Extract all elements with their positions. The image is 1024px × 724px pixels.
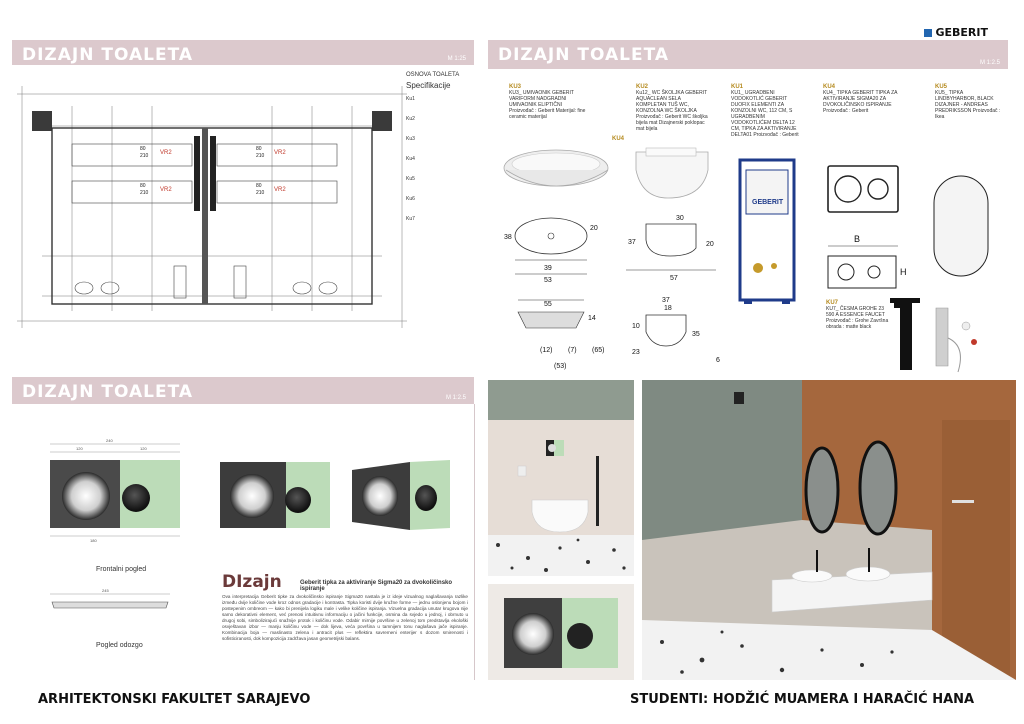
product-ku5 (935, 84, 1005, 120)
product-text: KU3_ UMIVAONIK GEBERIT VARIFORM NADGRADNI UMIVAONIK ELIPTIČNI Proizvođač : Geberit Materijal: fine ceramic materijal (509, 90, 586, 120)
dim-label: 38 (504, 234, 512, 241)
product-text: KU7_ ČESMA GROHE 23 590 A ESSENCE FAUCET Proizvođač : Grohe Završna obrada : matte black (826, 306, 889, 330)
dim-label: 210 (140, 190, 149, 196)
dim-label: (7) (568, 347, 577, 354)
product-code: KU5 (935, 84, 948, 90)
dim-label: 6 (716, 357, 720, 364)
dim-label: 53 (544, 277, 552, 284)
door-label: VR2 (274, 150, 286, 156)
plan-title: OSNOVA TOALETA (406, 72, 460, 78)
dim-label: 240 (106, 438, 113, 443)
dim-label: 180 (90, 538, 97, 543)
product-code: KU4 (823, 84, 836, 90)
ku4-label: KU4 (612, 136, 625, 142)
footer-school: ARHITEKTONSKI FAKULTET SARAJEVO (38, 692, 311, 707)
logo-square-icon (924, 29, 932, 37)
floor-plan-svg (12, 66, 474, 334)
product-text: KU4_ TIPKA GEBERIT TIPKA ZA AKTIVIRANJE SIGMA20 ZA DVOKOLIČINSKO ISPIRANJE Proizvođač : Geberit (823, 90, 898, 114)
spec-code: Ku4 (406, 156, 415, 162)
dim-label: 80 (256, 183, 262, 189)
spec-code: Ku1 (406, 96, 415, 102)
dim-label: 10 (632, 323, 640, 330)
dim-label: 245 (102, 588, 109, 593)
design-body: Ova interpretacija Geberit tipke za dvokoličinsko ispiranje Sigma20 nastala je iz ideje vizualnog naglašavanja razlike između dvije količine vode kroz odnos gradacije i kontrasta. Tipka koristi dvije kružne forme — jednu oslonjenu bojom i postepenim ombreom — kako bi prenijela logiku male i velike količine ispiranja. Vizuelna gradacija unutar krugova nije samo dekorativni element, već prenosi intuitivnu informaciju o jačini funkcije, osmina da svjedo u jednoj, i obrnuto u drugoj sobi, simbolizirajući snažnije protok i količinu vode. Odabir mirnije površine u zelenoj tom predstavlja ekološki osvještavan izbor — manju količinu vode — dok lijeva, veća površina u tamnijem tonu naglašava jače ispiranje. Kombinacija boja — maslinasto zelena i antracit plus — reflektira savremeni enterijer s dozom smirenosti i sofisticiranosti, dok kompozicija zadržava jasan geometrijski balans. (222, 594, 468, 641)
panel3-scale: M 1:2.5 (445, 395, 466, 401)
panel1-title: DIZAJN TOALETA (22, 45, 194, 65)
dim-label: B (854, 234, 861, 244)
render-button-closeup (488, 584, 634, 680)
panel2-scale: M 1:2.5 (979, 60, 1000, 66)
product-text: Ku12_ WC ŠKOLJKA GEBERIT AQUACLEAN SELA KOMPLETAN TUŠ WC, KONZOLNA WC ŠKOLJKA Proizvođač : Geberit WC školjka bijela mat Dizajnerski poklopac mat bijela (636, 90, 708, 132)
design-subheading: Geberit tipka za aktiviranje Sigma20 za dvokoličinsko ispiranje (300, 580, 453, 592)
logo-text: GEBERIT (935, 26, 988, 39)
spec-title: Specifikacije (406, 81, 451, 90)
spec-code: Ku2 (406, 116, 415, 122)
product-code: KU1 (731, 84, 744, 90)
dim-label: 80 (256, 146, 262, 152)
front-view-label: Frontalni pogled (96, 566, 147, 573)
door-label: VR2 (160, 187, 172, 193)
product-code: KU2 (636, 84, 649, 90)
panel2-header (488, 40, 1008, 69)
product-text: KU5_ TIPKA LINDBYHARBOR, BLACK DIZAJNER - ANDREAS PREDRIKSSON Proizvođač : Ikea (935, 90, 1001, 120)
dim-label: H (900, 267, 907, 277)
product-code: KU3 (509, 84, 522, 90)
dim-label: 20 (590, 225, 598, 232)
product-code: KU7 (826, 300, 839, 306)
spec-code: Ku3 (406, 136, 415, 142)
spec-code: Ku7 (406, 216, 415, 222)
panel3-title: DIZAJN TOALETA (22, 382, 194, 402)
render-bathroom (642, 380, 1016, 680)
dim-label: (12) (540, 347, 553, 354)
door-label: VR2 (160, 150, 172, 156)
product-ku7 (826, 300, 892, 330)
dim-label: 14 (588, 315, 596, 322)
dim-label: 80 (140, 146, 146, 152)
spec-code: Ku6 (406, 196, 415, 202)
frame-brand-label: GEBERIT (752, 199, 784, 206)
product-ku3 (509, 84, 587, 120)
dim-label: 120 (140, 446, 147, 451)
panel2-title: DIZAJN TOALETA (498, 45, 670, 65)
render-wc (488, 380, 634, 576)
spec-code: Ku5 (406, 176, 415, 182)
dim-label: 210 (256, 190, 265, 196)
dim-label: 37 (628, 239, 636, 246)
dim-label: 20 (706, 241, 714, 248)
geberit-logo (924, 26, 988, 39)
dim-label: 30 (676, 215, 684, 222)
panel1-scale: M 1:25 (447, 56, 466, 62)
panel3-header (12, 377, 474, 404)
dim-label: 35 (692, 331, 700, 338)
footer-students: STUDENTI: HODŽIĆ MUAMERA I HARAČIĆ HANA (630, 692, 975, 707)
product-ku2 (636, 84, 711, 132)
product-ku1 (731, 84, 803, 138)
door-label: VR2 (274, 187, 286, 193)
panel1-header (12, 40, 474, 65)
dim-label: 23 (632, 349, 640, 356)
dim-label: 57 (670, 275, 678, 282)
dim-label: 120 (76, 446, 83, 451)
spec-list (406, 96, 472, 222)
product-drawings (496, 140, 1006, 375)
product-text: KU1_ UGRADBENI VODOKOTLIĆ GEBERIT DUOFIX ELEMENTI ZA KONZOLNI WC, 112 CM, S UGRADBENIM VODOKOTLIĆEM DELTA 12 CM, TIPKA ZA AKTIVIRANJE DELTA01 Proizvođač : Geberit (731, 90, 799, 138)
dim-label: 39 (544, 265, 552, 272)
dim-label: 37 (662, 297, 670, 304)
dim-label: 18 (664, 305, 672, 312)
top-view-label: Pogled odozgo (96, 642, 143, 649)
spec-column (406, 72, 472, 332)
dim-label: 210 (256, 153, 265, 159)
product-ku4 (823, 84, 898, 114)
dim-label: 55 (544, 301, 552, 308)
dim-label: (65) (592, 347, 605, 354)
dim-label: 80 (140, 183, 146, 189)
design-heading: DIzajn (222, 572, 282, 592)
dim-label: 210 (140, 153, 149, 159)
dim-label: (53) (554, 363, 567, 370)
plan-drawing (12, 66, 474, 334)
